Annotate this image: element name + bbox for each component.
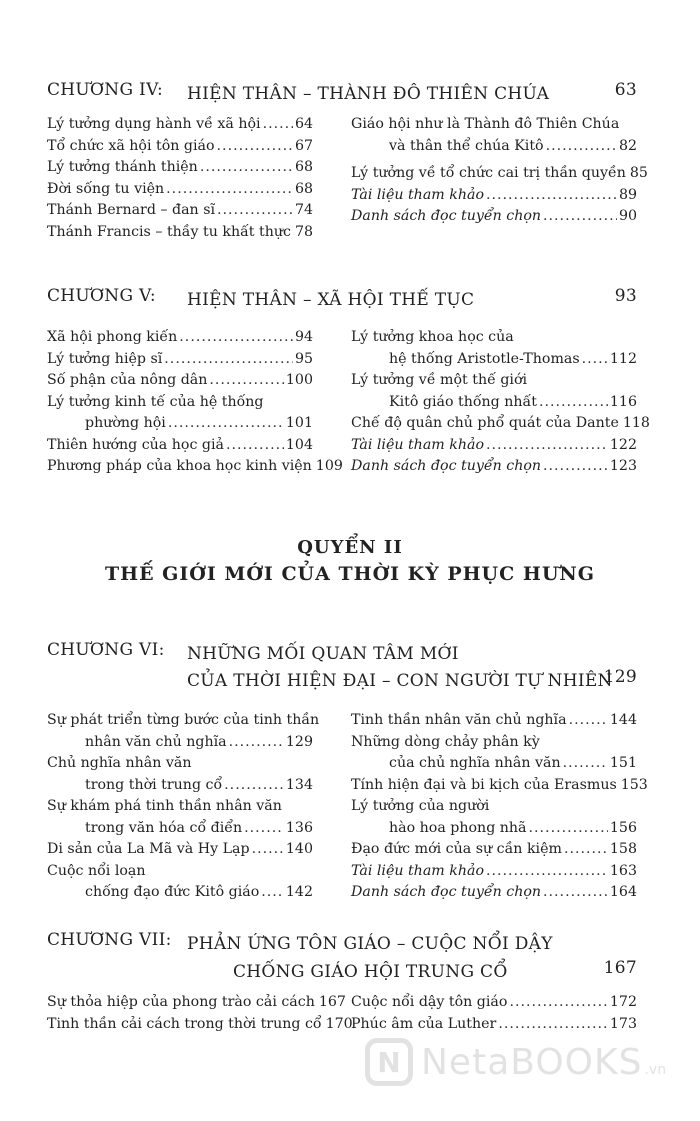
book-number: QUYỂN II <box>297 537 403 558</box>
toc-entry[interactable]: Lý tưởng về một thế giới Kitô giáo thống nhất ..... 116 <box>351 372 637 415</box>
chapter-4-left-column <box>47 116 313 245</box>
chapter-page: 63 <box>614 80 637 100</box>
toc-entry[interactable]: Lý tưởng khoa học của hệ thống Aristotle-Thomas ..... 112 <box>351 329 637 372</box>
toc-entry[interactable]: Danh sách đọc tuyển chọn ..... 164 <box>351 884 637 906</box>
toc-entry[interactable]: Thiên hướng của học giả ..... 104 <box>47 437 313 459</box>
toc-entry[interactable]: Sự phát triển từng bước của tinh thần nhân văn chủ nghĩa ..... 129 <box>47 712 313 755</box>
chapter-title-line-2: CHỐNG GIÁO HỘI TRUNG CỔ <box>233 962 508 982</box>
toc-entry[interactable]: Thánh Bernard – đan sĩ ..... 74 <box>47 202 313 224</box>
toc-entry[interactable]: Sự thỏa hiệp của phong trào cải cách 167 <box>47 994 346 1010</box>
toc-entry[interactable]: Danh sách đọc tuyển chọn ..... 123 <box>351 458 637 480</box>
toc-entry[interactable]: Sự khám phá tinh thần nhân văn trong văn hóa cổ điển ..... 136 <box>47 798 313 841</box>
chapter-title: HIỆN THÂN – XÃ HỘI THẾ TỤC <box>187 290 475 310</box>
toc-entry[interactable]: Di sản của La Mã và Hy Lạp ..... 140 <box>47 841 313 863</box>
chapter-5-right-column <box>351 329 650 480</box>
watermark-text: NetaBOOKS <box>421 1041 643 1083</box>
toc-entry[interactable]: Lý tưởng hiệp sĩ ..... 95 <box>47 351 313 373</box>
chapter-6-heading <box>47 640 637 700</box>
toc-entry[interactable]: Những dòng chảy phân kỳ của chủ nghĩa nhân văn ..... 151 <box>351 734 637 777</box>
netabooks-watermark <box>365 1038 666 1086</box>
toc-entry[interactable]: Lý tưởng về tổ chức cai trị thần quyền 85 <box>351 165 648 181</box>
toc-entry[interactable]: Danh sách đọc tuyển chọn ..... 90 <box>351 208 637 230</box>
chapter-7-left-column <box>47 994 353 1037</box>
chapter-5-left-column <box>47 329 343 480</box>
toc-entry[interactable]: Xã hội phong kiến ..... 94 <box>47 329 313 351</box>
toc-entry[interactable]: Tài liệu tham khảo ..... 122 <box>351 437 637 459</box>
chapter-7-right-column <box>351 994 637 1037</box>
toc-entry[interactable]: Giáo hội như là Thành đô Thiên Chúa và thân thể chúa Kitô ..... 82 <box>351 116 637 159</box>
toc-entry[interactable]: Lý tưởng thánh thiện ..... 68 <box>47 159 313 181</box>
toc-entry[interactable]: Tinh thần nhân văn chủ nghĩa ..... 144 <box>351 712 637 734</box>
toc-entry[interactable]: Tính hiện đại và bi kịch của Erasmus 153 <box>351 776 648 793</box>
chapter-number: CHƯƠNG VII: <box>47 930 172 950</box>
book-title: THẾ GIỚI MỚI CỦA THỜI KỲ PHỤC HƯNG <box>105 563 595 585</box>
chapter-page: 129 <box>603 667 637 687</box>
chapter-page: 93 <box>614 286 637 306</box>
chapter-number: CHƯƠNG VI: <box>47 640 165 660</box>
toc-entry[interactable]: Lý tưởng của người hào hoa phong nhã ..... 156 <box>351 798 637 841</box>
toc-entry[interactable]: Đạo đức mới của sự cần kiệm ..... 158 <box>351 841 637 863</box>
chapter-7-heading <box>47 930 637 990</box>
toc-entry[interactable]: Cuộc nổi dậy tôn giáo ..... 172 <box>351 994 637 1016</box>
chapter-number: CHƯƠNG V: <box>47 286 156 306</box>
toc-entry[interactable]: Cuộc nổi loạn chống đạo đức Kitô giáo ..... 142 <box>47 863 313 906</box>
toc-entry[interactable]: Tài liệu tham khảo ..... 163 <box>351 863 637 885</box>
toc-entry[interactable]: Phúc âm của Luther ..... 173 <box>351 1016 637 1038</box>
toc-entry[interactable]: Tài liệu tham khảo ..... 89 <box>351 187 637 209</box>
chapter-4-right-column <box>351 116 648 230</box>
chapter-6-left-column <box>47 712 320 906</box>
toc-entry[interactable]: Lý tưởng kinh tế của hệ thống phường hội ..... 101 <box>47 394 313 437</box>
toc-entry[interactable]: Chủ nghĩa nhân văn trong thời trung cổ ..... 134 <box>47 755 313 798</box>
chapter-title-line-1: NHỮNG MỐI QUAN TÂM MỚI <box>187 644 459 664</box>
toc-entry[interactable]: Phương pháp của khoa học kinh viện 109 <box>47 458 343 474</box>
watermark-domain: .vn <box>644 1062 667 1078</box>
toc-entry[interactable]: Số phận của nông dân ..... 100 <box>47 372 313 394</box>
toc-entry[interactable]: Tinh thần cải cách trong thời trung cổ 170 <box>47 1015 353 1032</box>
chapter-6-right-column <box>351 712 648 906</box>
toc-entry[interactable]: Tổ chức xã hội tôn giáo ..... 67 <box>47 138 313 160</box>
netabooks-logo-icon: N <box>365 1038 413 1086</box>
chapter-page: 167 <box>603 958 637 978</box>
chapter-title-line-2: CỦA THỜI HIỆN ĐẠI – CON NGƯỜI TỰ NHIÊN <box>187 671 613 691</box>
toc-entry[interactable]: Chế độ quân chủ phổ quát của Dante 118 <box>351 415 650 431</box>
toc-entry[interactable]: Thánh Francis – thầy tu khất thực ..... 78 <box>47 224 313 246</box>
toc-entry[interactable]: Lý tưởng dụng hành về xã hội ..... 64 <box>47 116 313 138</box>
chapter-title: HIỆN THÂN – THÀNH ĐÔ THIÊN CHÚA <box>187 84 550 104</box>
chapter-number: CHƯƠNG IV: <box>47 80 163 100</box>
toc-entry[interactable]: Đời sống tu viện ..... 68 <box>47 181 313 203</box>
chapter-title-line-1: PHẢN ỨNG TÔN GIÁO – CUỘC NỔI DẬY <box>187 934 553 954</box>
